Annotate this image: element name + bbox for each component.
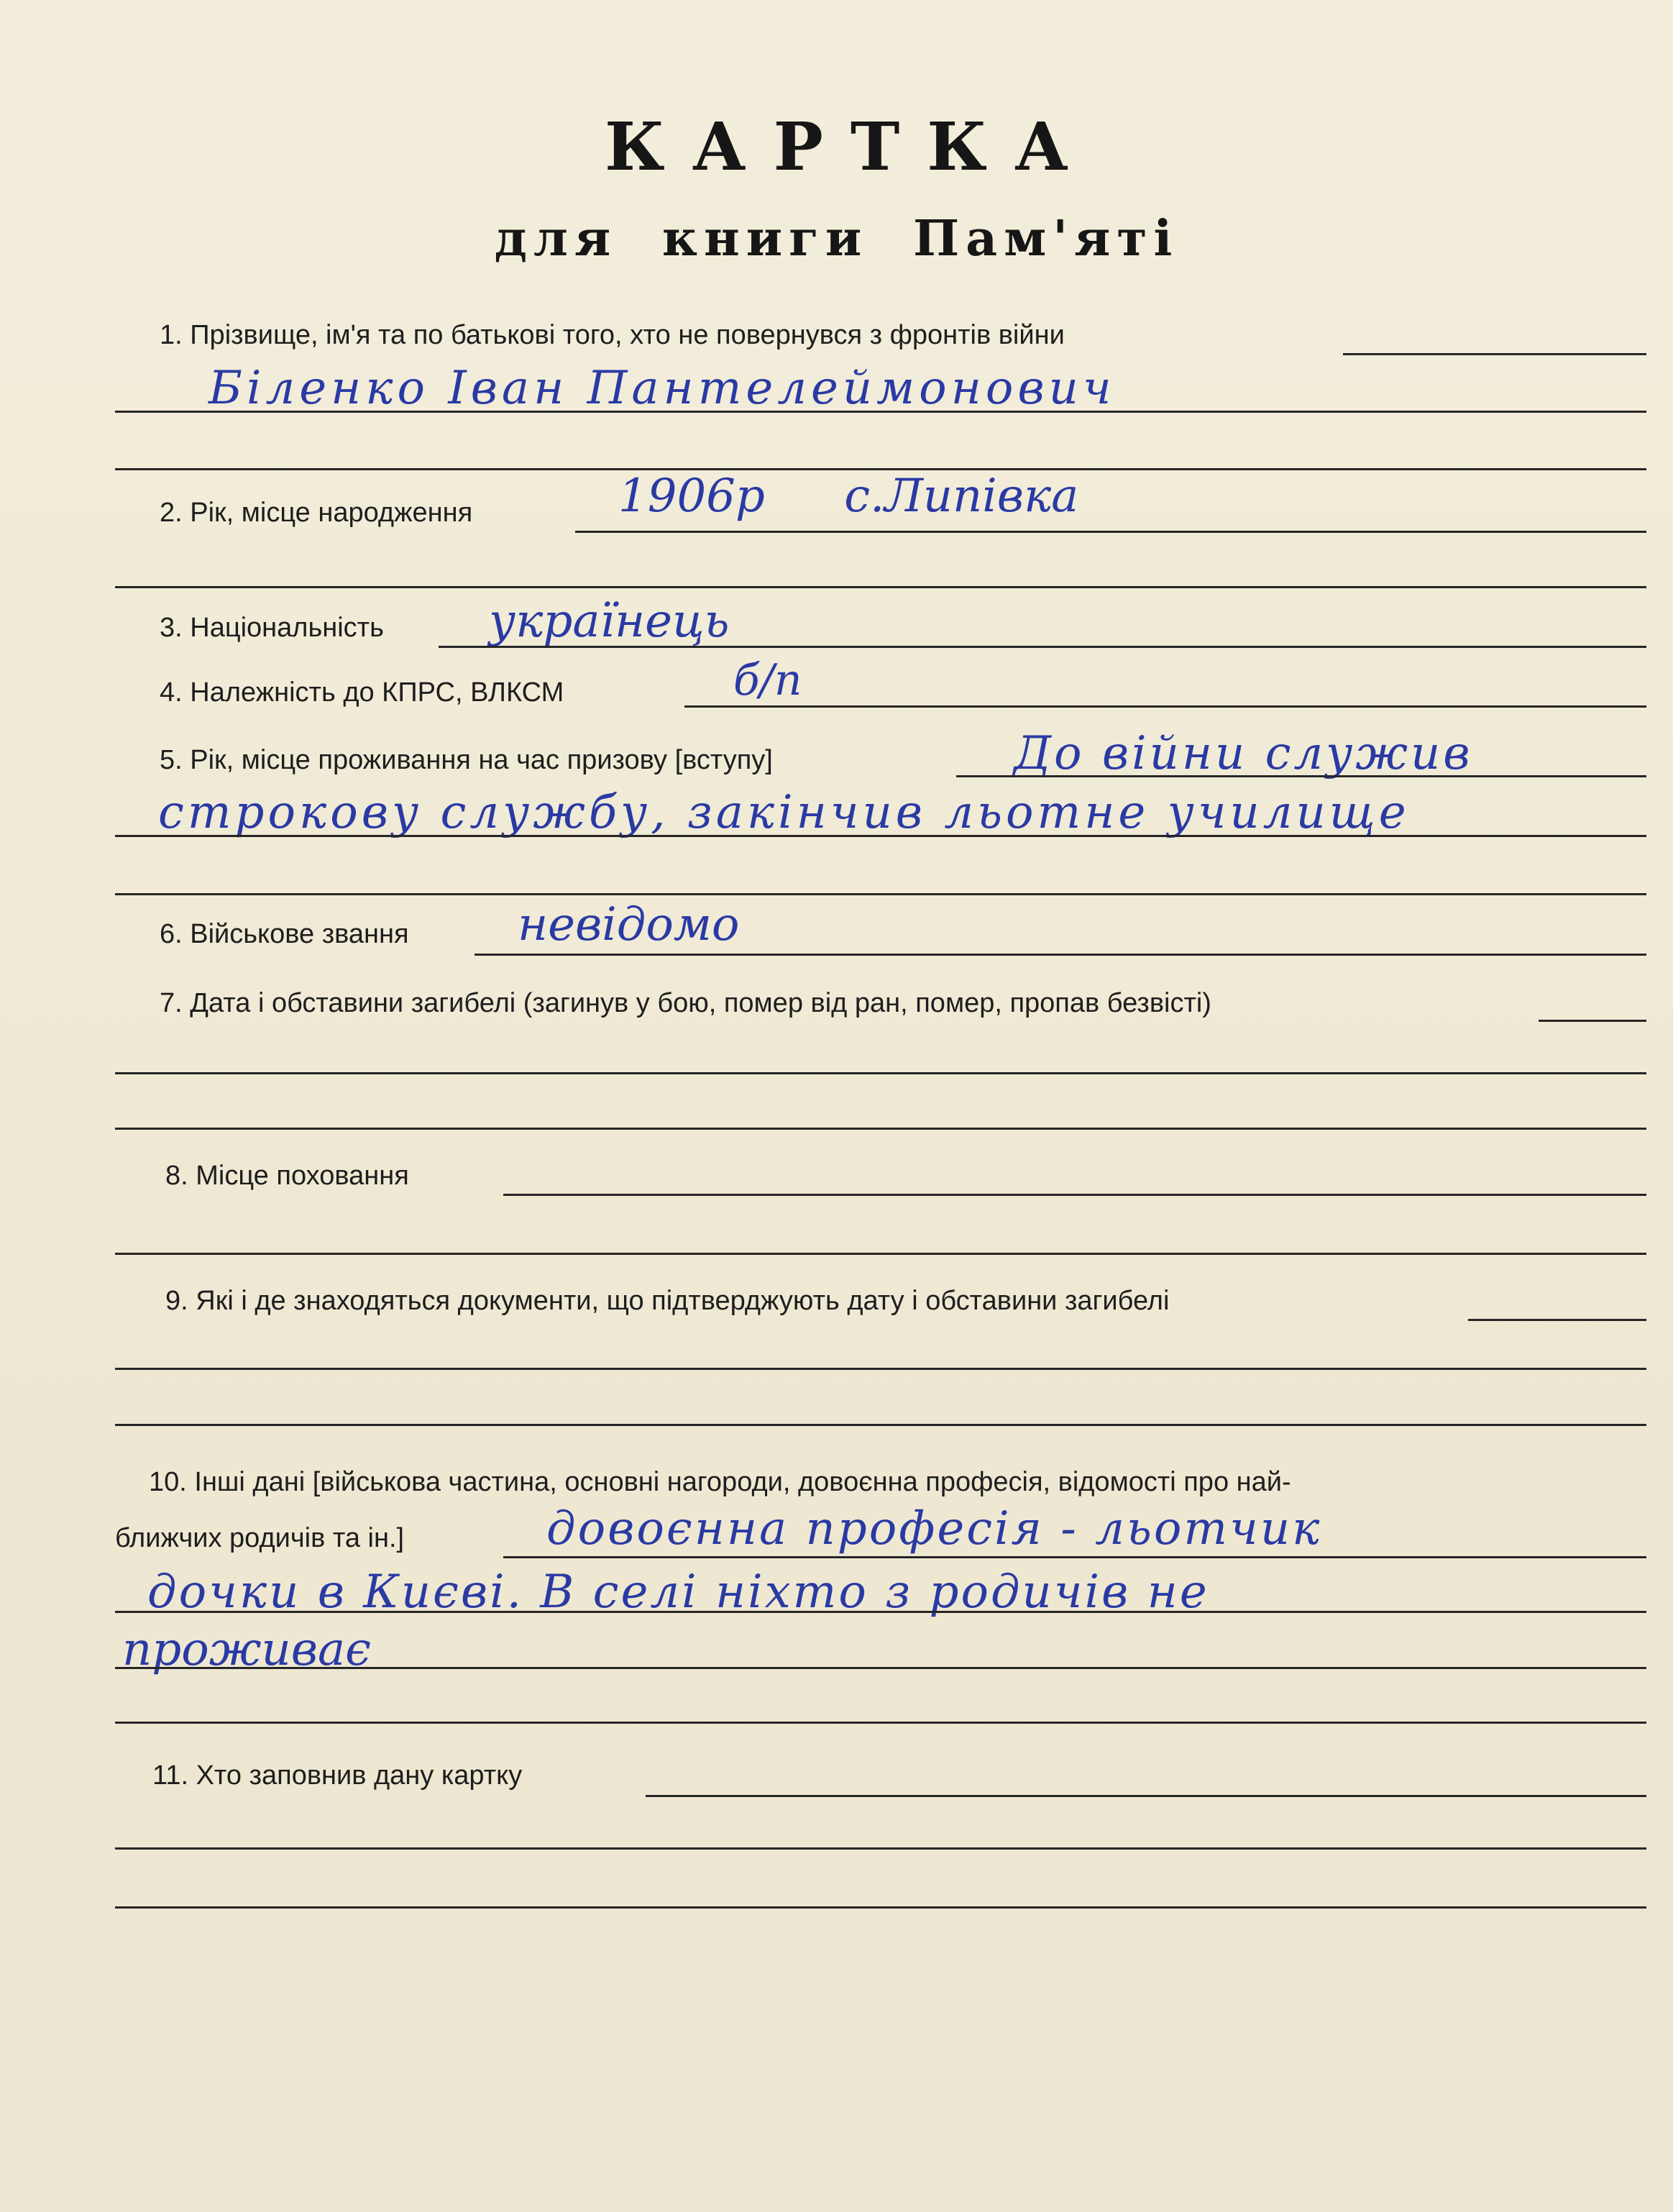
field-4-label: 4. Належність до КПРС, ВЛКСМ (160, 677, 564, 708)
field-8-line-2 (115, 1253, 1646, 1255)
field-9-line (1468, 1319, 1646, 1321)
field-10-line-3 (115, 1667, 1646, 1669)
field-9-line-2 (115, 1368, 1646, 1370)
field-2-label: 2. Рік, місце народження (160, 498, 473, 528)
field-6-value: невідомо (518, 898, 740, 951)
field-11-line-2 (115, 1847, 1646, 1850)
field-2-line (575, 531, 1646, 533)
field-7-label: 7. Дата і обставини загибелі (загинув у бою, помер від ран, помер, пропав безвісті) (160, 988, 1211, 1018)
field-7-line-3 (115, 1128, 1646, 1130)
field-6-line (475, 954, 1646, 956)
field-6-label: 6. Військове звання (160, 919, 409, 949)
field-5-line-3 (115, 893, 1646, 895)
field-1-line-2 (115, 411, 1646, 413)
field-11-label: 11. Хто заповнив дану картку (152, 1760, 523, 1791)
field-11-line-3 (115, 1906, 1646, 1909)
field-7-line-2 (115, 1072, 1646, 1074)
field-9-line-3 (115, 1424, 1646, 1426)
field-5-value-line1: До війни служив (1014, 727, 1473, 780)
field-10-line-4 (115, 1722, 1646, 1724)
card-subtitle: для книги Пам'яті (494, 210, 1179, 268)
field-10-value-line2: дочки в Києві. В селі ніхто з родичів не (147, 1566, 1209, 1619)
field-11-line (646, 1795, 1646, 1797)
field-10-label-line1: 10. Інші дані [військова частина, основні нагороди, довоєнна професія, відомості про най- (149, 1467, 1291, 1497)
field-8-line (503, 1194, 1646, 1196)
field-9-label: 9. Які і де знаходяться документи, що підтверджують дату і обставини загибелі (165, 1286, 1170, 1316)
field-2-line-2 (115, 586, 1646, 588)
field-1-value: Біленко Іван Пантелеймонович (208, 362, 1116, 415)
field-10-line-2 (115, 1611, 1646, 1613)
field-4-line (684, 705, 1646, 708)
field-10-value-line1: довоєнна професія - льотчик (546, 1502, 1322, 1555)
field-8-label: 8. Місце поховання (165, 1161, 409, 1191)
field-5-line-2 (115, 835, 1646, 837)
field-10-value-line3: проживає (122, 1623, 371, 1676)
field-10-line (503, 1556, 1646, 1558)
field-3-label: 3. Національність (160, 613, 384, 643)
field-3-value: українець (489, 595, 730, 648)
field-7-line (1539, 1020, 1646, 1022)
field-10-label-line2: ближчих родичів та ін.] (115, 1523, 405, 1553)
field-4-value: б/п (733, 655, 802, 705)
card-title: КАРТКА (605, 108, 1096, 186)
field-1-label: 1. Прізвище, ім'я та по батькові того, хто не повернувся з фронтів війни (160, 320, 1065, 350)
field-1-line (1343, 353, 1646, 355)
field-5-value-line2: строкову службу, закінчив льотне училище (158, 786, 1410, 839)
field-2-value: 1906р с.Липівка (618, 470, 1079, 523)
field-5-line (956, 775, 1646, 777)
field-3-line (439, 646, 1646, 648)
field-5-label: 5. Рік, місце проживання на час призову [вступу] (160, 745, 773, 775)
